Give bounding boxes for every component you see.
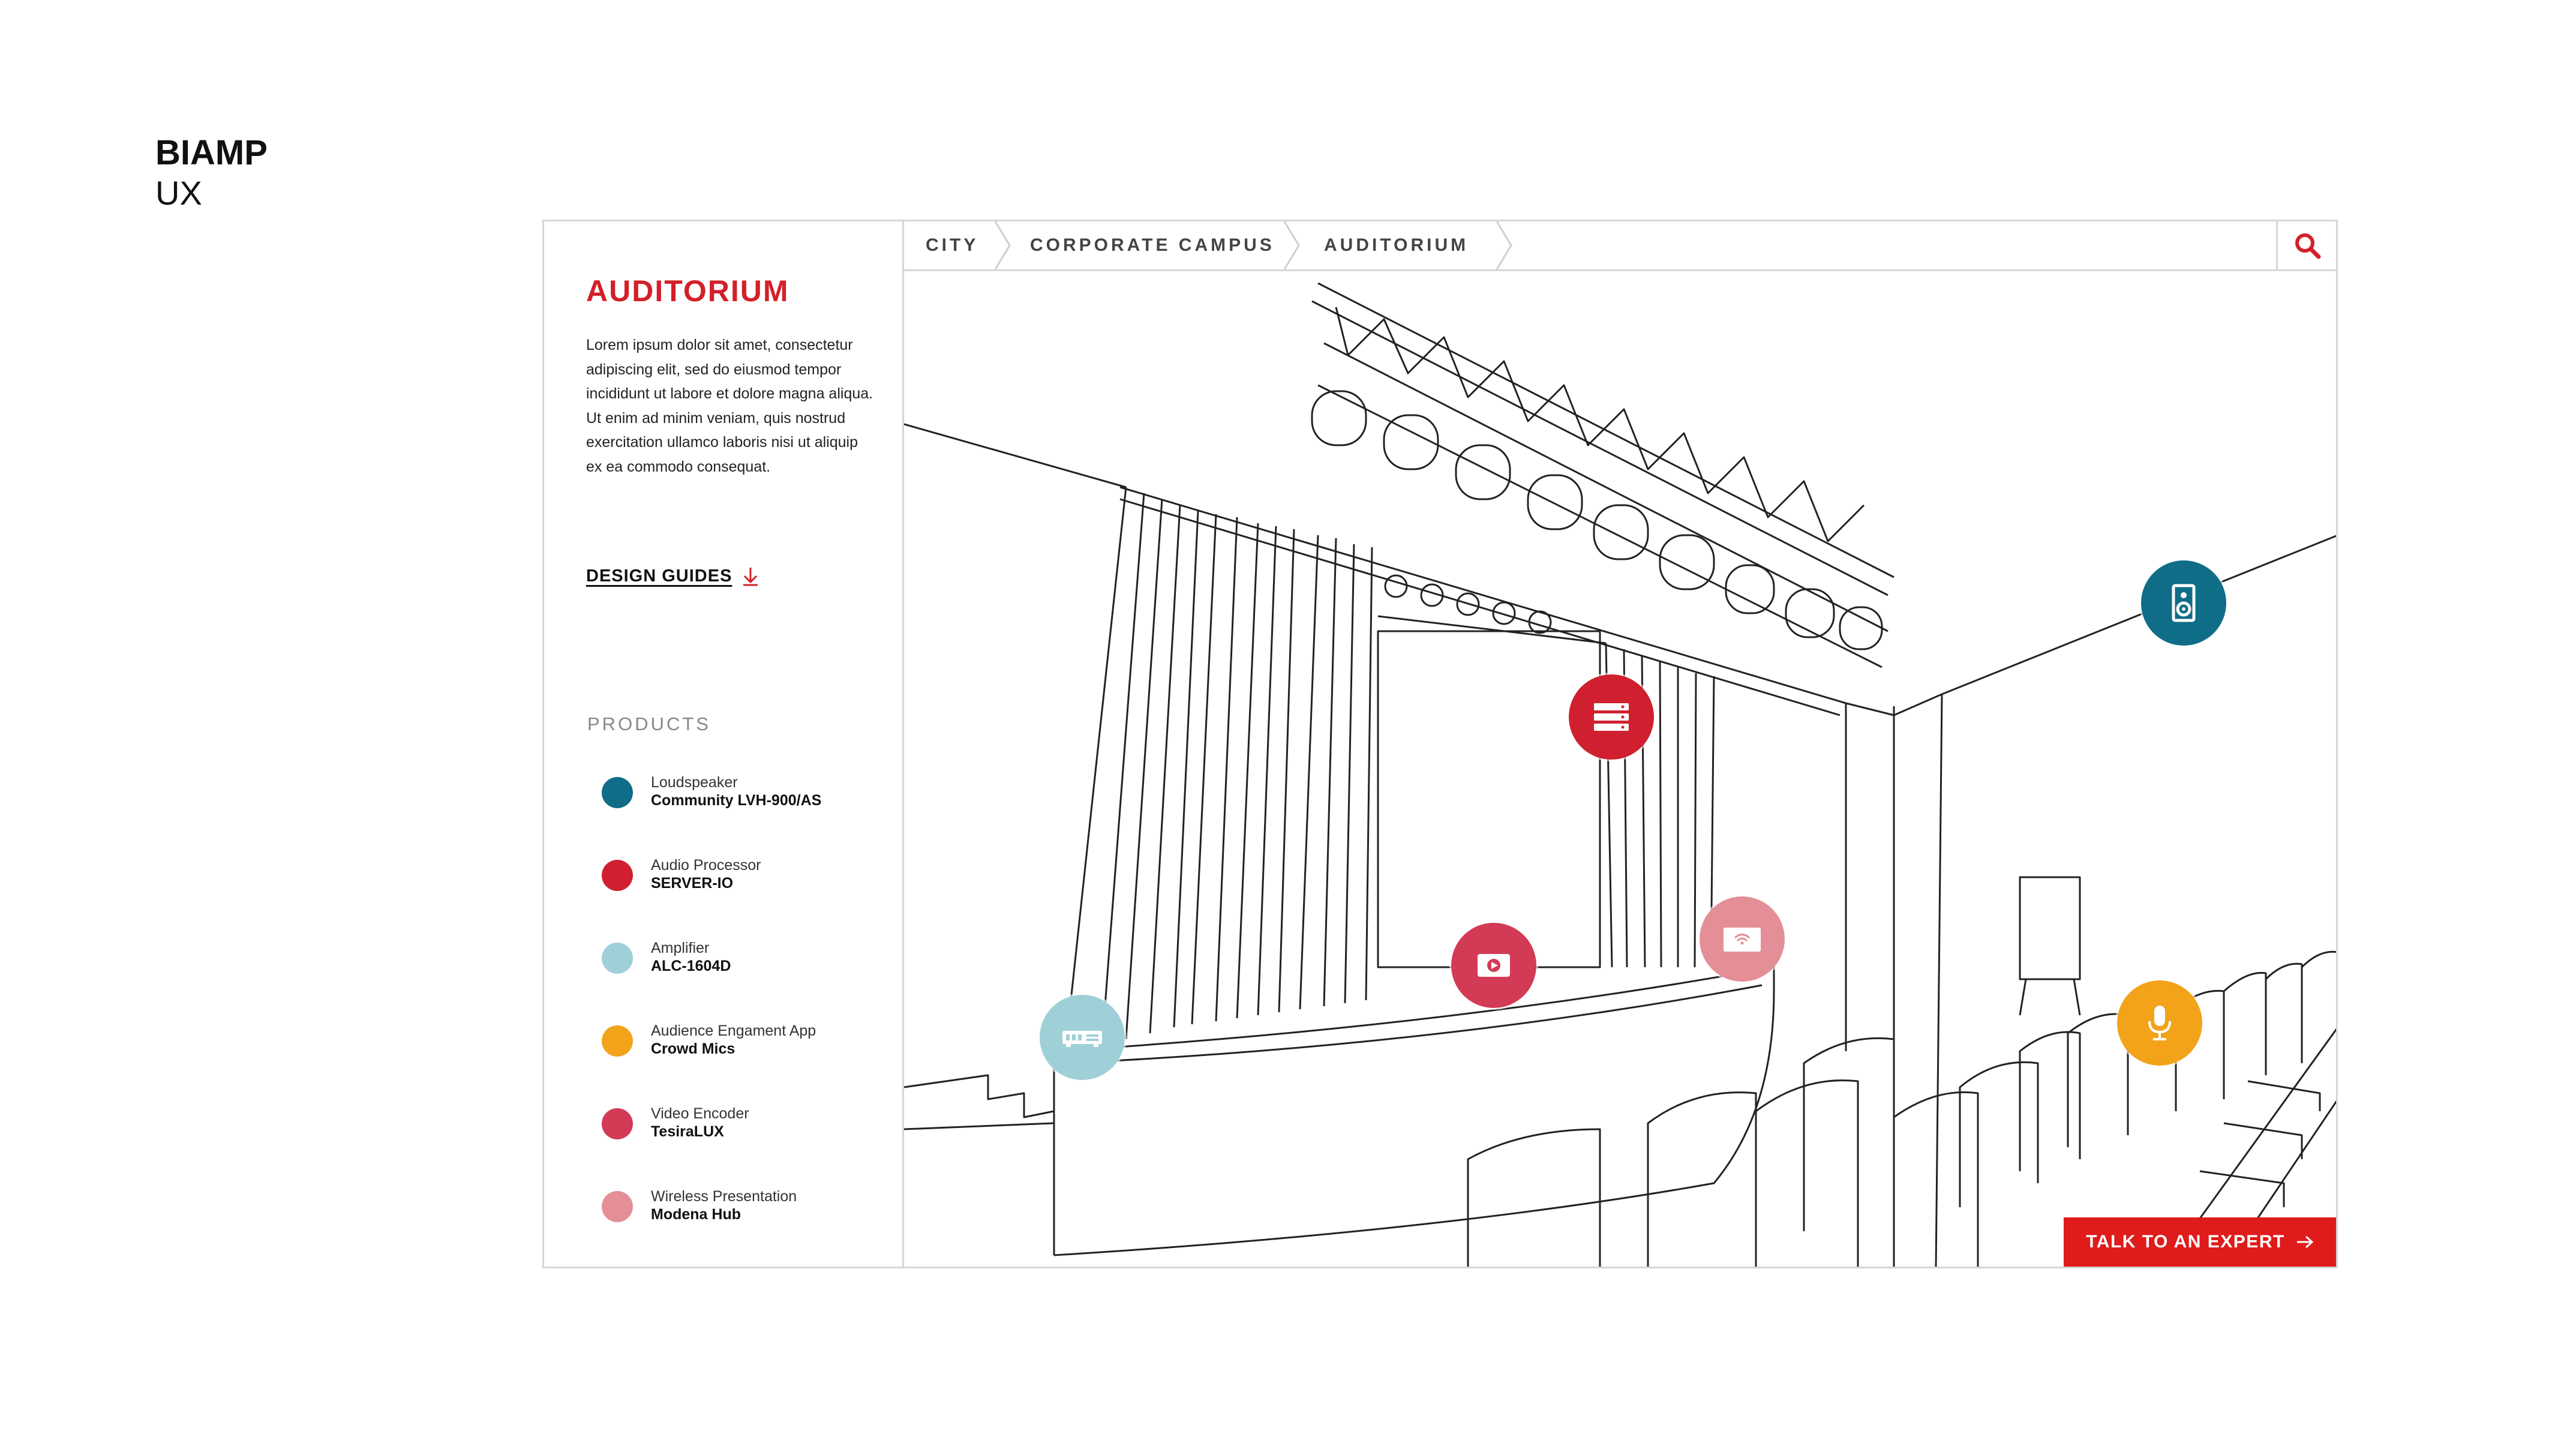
product-color-dot <box>602 860 633 891</box>
product-item-audio-processor[interactable] <box>602 856 890 939</box>
product-name: Community LVH-900/AS <box>651 792 822 809</box>
product-color-dot <box>602 1025 633 1057</box>
product-name: Modena Hub <box>651 1206 741 1223</box>
breadcrumb-separator <box>994 221 1012 269</box>
product-color-dot <box>602 1108 633 1139</box>
hotspot-video-encoder[interactable] <box>1451 923 1536 1008</box>
product-category: Video Encoder <box>651 1105 749 1122</box>
product-category: Audio Processor <box>651 857 761 874</box>
server-rack-icon <box>1588 694 1635 740</box>
breadcrumb-item-corporate-campus[interactable]: CORPORATE CAMPUS <box>1030 235 1275 255</box>
microphone-icon <box>2136 1000 2183 1046</box>
design-guides-link[interactable] <box>586 566 761 586</box>
product-name: TesiraLUX <box>651 1123 724 1140</box>
product-color-dot <box>602 1191 633 1222</box>
app-frame <box>542 220 2338 1268</box>
video-play-icon <box>1470 942 1517 989</box>
product-color-dot <box>602 943 633 974</box>
download-arrow-icon <box>740 566 761 586</box>
product-name: SERVER-IO <box>651 875 734 892</box>
room-description: Lorem ipsum dolor sit amet, consectetur adipiscing elit, sed do eiusmod tempor incididunt ut labore et dolore magna aliqua. Ut enim ad minim veniam, quis nostrud exercitation ullamco laboris nisi ut aliquip ex ea commodo consequat. <box>586 337 873 475</box>
search-icon <box>2293 232 2321 259</box>
hotspot-audience-app[interactable] <box>2117 980 2202 1066</box>
hotspot-amplifier[interactable] <box>1040 995 1125 1080</box>
products-heading: PRODUCTS <box>587 713 711 734</box>
sidebar <box>544 221 904 1267</box>
product-name: ALC-1604D <box>651 958 731 974</box>
product-category: Loudspeaker <box>651 774 738 791</box>
product-list <box>602 773 890 1268</box>
breadcrumb-separator <box>1496 221 1514 269</box>
product-category: Audience Engament App <box>651 1022 816 1039</box>
talk-to-expert-button[interactable] <box>2064 1217 2336 1267</box>
brand-title: BIAMP <box>155 133 268 172</box>
speaker-icon <box>2160 580 2207 626</box>
hotspot-wireless-presentation[interactable] <box>1700 896 1785 982</box>
room-title: AUDITORIUM <box>586 274 789 308</box>
design-guides-label: DESIGN GUIDES <box>586 566 732 586</box>
auditorium-illustration <box>904 271 2336 1267</box>
brand-subtitle: UX <box>155 174 202 212</box>
hotspot-loudspeaker[interactable] <box>2141 560 2226 646</box>
search-button[interactable] <box>2276 221 2336 269</box>
talk-to-expert-label: TALK TO AN EXPERT <box>2086 1232 2285 1252</box>
product-item-amplifier[interactable] <box>602 939 890 1022</box>
breadcrumb <box>904 221 2336 271</box>
product-category: Amplifier <box>651 940 710 956</box>
product-item-audience-app[interactable] <box>602 1022 890 1105</box>
breadcrumb-item-auditorium[interactable]: AUDITORIUM <box>1324 235 1469 255</box>
product-item-wireless-presentation[interactable] <box>602 1187 890 1268</box>
breadcrumb-separator <box>1283 221 1301 269</box>
product-name: Crowd Mics <box>651 1040 735 1057</box>
product-item-video-encoder[interactable] <box>602 1105 890 1187</box>
wireless-screen-icon <box>1719 916 1766 962</box>
product-category: Wireless Presentation <box>651 1188 797 1205</box>
page-header <box>155 133 268 213</box>
amplifier-icon <box>1059 1014 1106 1061</box>
hotspot-audio-processor[interactable] <box>1569 674 1654 760</box>
auditorium-scene <box>904 271 2336 1267</box>
arrow-right-icon <box>2296 1235 2314 1249</box>
product-color-dot <box>602 777 633 808</box>
product-item-loudspeaker[interactable] <box>602 773 890 856</box>
breadcrumb-item-city[interactable]: CITY <box>926 235 979 255</box>
